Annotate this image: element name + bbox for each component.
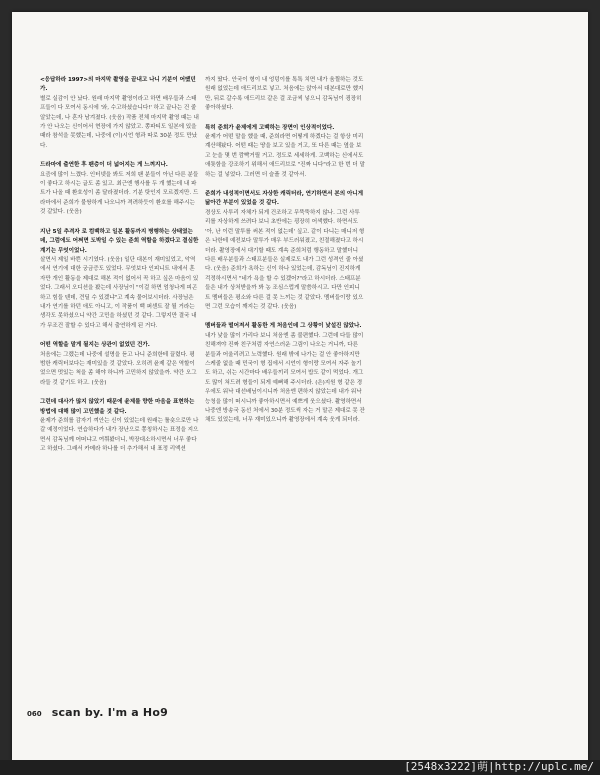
interview-block <box>205 124 365 180</box>
interview-block <box>205 190 365 312</box>
interview-question: 그런데 대사가 많지 않았기 때문에 윤제를 향한 마음을 표현하는 방법에 대해 많이 고민했을 것 같다. <box>40 399 195 415</box>
interview-block <box>40 341 200 388</box>
page-number: 060 <box>27 710 42 718</box>
page-footer <box>27 701 168 720</box>
interview-question: 드라마에 출연한 후 팬층이 더 넓어지는 게 느껴지나. <box>40 162 168 169</box>
image-footer-bar <box>0 760 600 775</box>
magazine-page <box>12 12 588 760</box>
interview-answer: 별로 실감이 안 났다. 원래 마지막 촬영이라고 하면 배우들과 스태프들이 다 모여서 동시에 '와, 수고하셨습니다!' 하고 끝나는 건 줄 알았는데, 나 혼자 남겨졌다. (웃음) 작품 전체 마지막 촬영 때는 내가 안 나오는 신이어서 현장에 가지 않았고. 쫑파티도 일본에 있을 때라 참석을 못했는데, 나중에 (이)시언 형과 따로 30분 정도 만났다. <box>40 95 199 149</box>
interview-question: 특히 준희가 윤제에게 고백하는 장면이 인상적이었다. <box>205 124 335 131</box>
interview-question: 준희가 내성적이면서도 자상한 캐릭터라, 연기하면서 본의 아니게 닮아간 부분이 있었을 것 같다. <box>205 191 364 207</box>
interview-answer: 처음에는 그랬는데 나중에 설명을 듣고 나니 준희한테 끌렸다. 평범한 캐릭터보다는 재미있을 것 같았다. 오히려 윤제 같은 역할이었으면 멋있는 척을 좀 해야 하니까 고민하지 않았을까. 약간 오그라들 것 같기도 하고. (웃음) <box>40 351 197 386</box>
interview-block <box>40 161 200 217</box>
article-column-right <box>205 76 365 436</box>
article-column-left <box>40 76 200 465</box>
interview-answer: 까지 땄다. 안국이 형이 내 엉덩이를 톡톡 치면 내가 움찔하는 것도 원래 없었는데 애드리브로 넣고. 처음에는 앉아서 대본대로만 했지만, 뒤로 갈수록 애드리브 같은 걸 조금씩 넣으니 감독님이 굉장히 좋아하셨다. <box>205 77 364 112</box>
interview-question: 멤버들과 떨어져서 활동한 게 처음인데 그 상황이 낯설진 않았나. <box>205 323 362 330</box>
interview-answer: 윤제가 어떤 말을 했을 때, 준희라면 어떻게 하겠다는 걸 항상 미리 계산해놨다. 어떤 때는 땅을 보고 있을 거고, 또 다른 때는 옆을 보고 눈을 몇 번 깜빡거릴 거고. 정도로 세세하게. 고백하는 신에서도 애틋함을 강조하기 위해서 애드리브로 "진짜 니다"라고 한 번 더 말하는 걸 넣었다. 그러면 더 슬플 것 같아서. <box>205 134 365 178</box>
interview-block <box>40 76 200 151</box>
interview-question: 지난 5일 추격자 로 컴백하고 일본 활동까지 병행하는 상태였는데, 그럼에도 어쩌면 도박일 수 있는 준희 역할을 하겠다고 결심한 계기는 무엇이었나. <box>40 228 199 254</box>
interview-block <box>40 398 200 454</box>
interview-question: 어떤 역할을 맡게 될지는 상관이 없었던 건가. <box>40 342 150 349</box>
interview-answer: 살면서 제일 바쁜 시기였다. (웃음) 일단 대본이 재미있었고, 악역에서 연기에 대한 궁금증도 있었다. 무엇보다 인피니트 내에서 혼자만 개인 활동을 제대로 해본 적이 없어서 꼭 하고 싶은 마음이 있었다. 그래서 오디션을 봤는데 사장님이 "이걸 하면 엄청나게 피곤하고 힘들 텐데, 견딜 수 있겠냐"고 계속 물어보시더라. 사장님은 내가 연기를 하던 애도 아니고, 이 작품이 백 퍼센트 잘 될 거라는 생각도 못하셨으니 약간 고민을 하셨던 것 같다. 그렇지만 결국 내가 무조건 잘할 수 있다고 해서 출연하게 된 거다. <box>40 256 199 329</box>
interview-answer: 내가 낯을 많이 가리다 보니 처음엔 좀 불편했다. 그런데 다들 많이 친해져야 진짜 친구처럼 자연스러운 그림이 나오는 거니까, 다른 분들과 어울리려고 노력했다. 원래 밖에 나가는 걸 안 좋아하지만 스케줄 없을 때 민국이 형 집에서 시언이 형이랑 모여서 자주 놀기도 하고, 쉬는 시간마다 배우들끼리 모여서 밥도 같이 먹었다. 개그도 많이 쳐드려 형들이 되게 예뻐해 주시더라. (은)지원 형 같은 경우에도 워낙 대선배님이시니까 처음엔 편하지 않았는데 내가 워낙 능청을 많이 떠시니까 좋아하시면서 예쁘게 웃으셨다. 촬영하면서 나중엔 방송국 동선 처에서 30분 정도씩 자는 거 말곤 제대로 못 잔 채도 있었는데, 너무 재미있으니까 촬영장에서 계속 웃게 되더라. <box>205 332 365 424</box>
interview-block <box>205 322 365 425</box>
source-tag: [2548x3222]萌|http://uplc.me/ <box>404 760 594 773</box>
interview-answer: 경상도 사투리 자체가 되게 건조하고 무뚝뚝하지 않나. 그런 사투리를 자상하게 쓰려다 보니 초반에는 굉장히 어색했다. 하면서도 '아, 난 이런 말투를 써본 적이 없는데' 싶고. 같이 다니는 매니저 형은 나한테 예전보다 말투가 매우 부드러워졌고, 친절해졌다고 하시더라. 촬영장에서 대기할 때도 계속 준희처럼 행동하고 말했더니 다른 배우분들과 스태프분들은 실제로도 내가 그런 성격인 줄 아셨다. (웃음) 준희가 욕하는 신이 하나 있었는데, 감독님이 진지하게 걱정하시면서 "네가 욕을 할 수 있겠어?"라고 하시더라. 스태프분들은 내가 상처받을까 봐 농 조심스럽게 말씀하시고. 다만 인피니트 멤버들은 평소와 다른 걸 못 느끼는 것 같았다. 멤버들이랑 있으면 그런 모습이 깨지는 것 같다. (웃음) <box>205 209 365 310</box>
interview-question: <응답하라 1997>의 마지막 촬영을 끝내고 나니 기분이 어땠던가. <box>40 77 196 93</box>
interview-answer: 윤제가 준희를 감자기 껴안는 신이 있었는데 원래는 툴숏으로만 나갈 예정이었다. 연습하다가 내가 장난으로 쫑칭하시는 표정을 지으면서 감독님께 어떠냐고 여쭤봤더니, 박장대소하시면서 너무 좋다고 하셨다. 그래서 카메라 하나를 더 추가해서 내 표정 리액션 <box>40 418 199 453</box>
interview-block <box>40 228 200 331</box>
scanner-credit: scan by. I'm a Ho9 <box>51 706 168 719</box>
interview-block <box>205 76 365 114</box>
interview-answer: 요즘에 많이 느꼈다. 인터넷을 봐도 저희 팬 분들이 아닌 다른 분들이 좋다고 하시는 글도 좀 있고. 최근엔 행사를 두 개 했는데 내 파트가 나올 때 환호성이 좀 달라졌더라. 기분 탓인지 모르겠지만. 드라마에서 준희가 불쌍하게 나오니까 격려하듯이 환호를 해주시는 것 같았다. (웃음) <box>40 171 199 216</box>
